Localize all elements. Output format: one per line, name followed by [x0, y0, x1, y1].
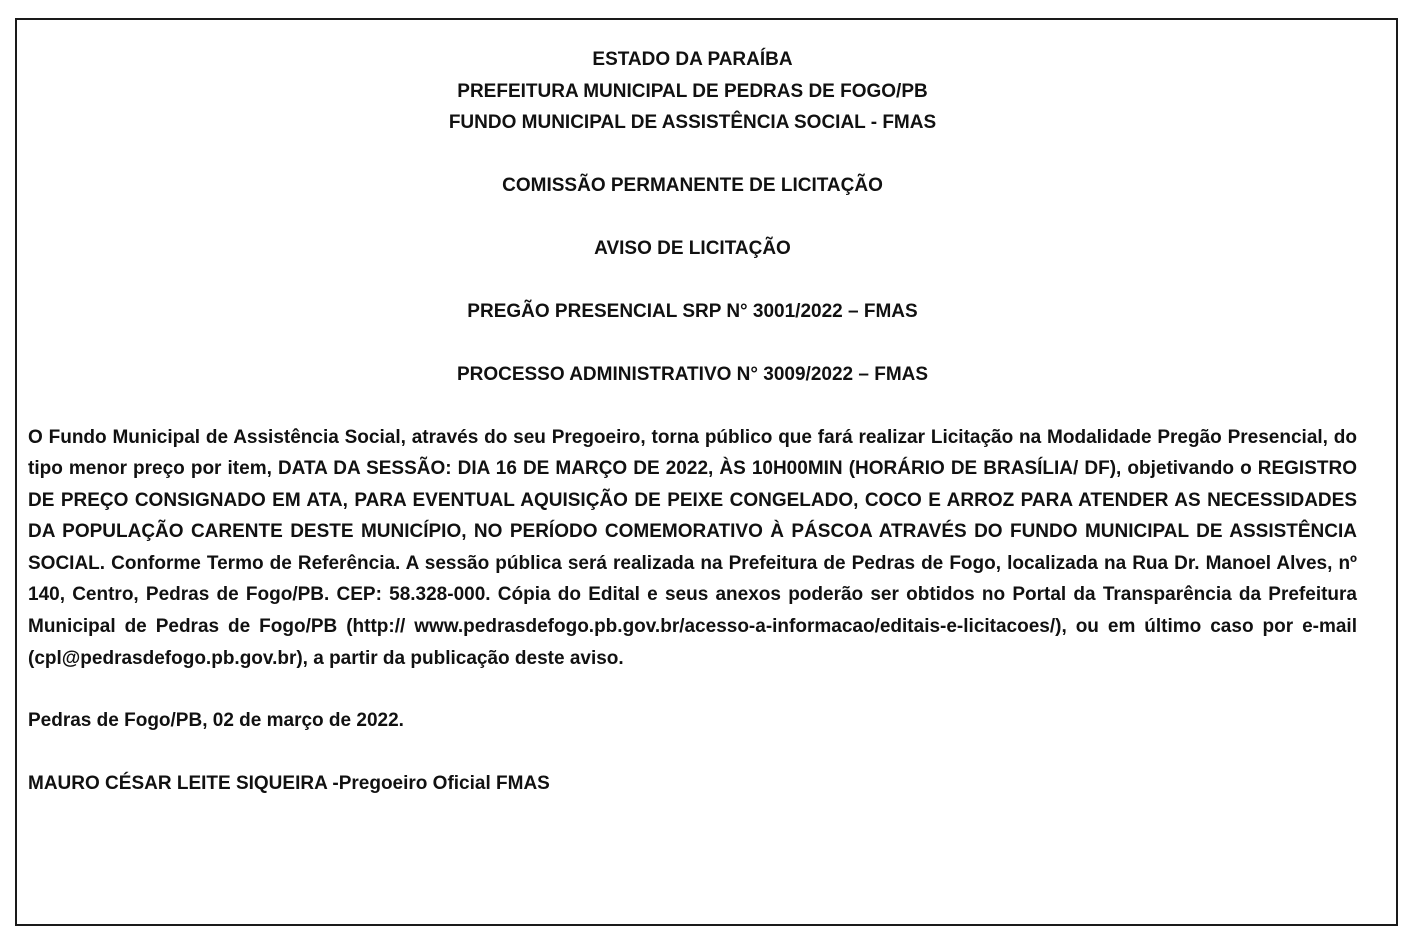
processo-number: PROCESSO ADMINISTRATIVO N° 3009/2022 – FMAS	[456, 364, 929, 385]
pregao-number: PREGÃO PRESENCIAL SRP N° 3001/2022 – FMAS	[467, 301, 918, 322]
header-fund: FUNDO MUNICIPAL DE ASSISTÊNCIA SOCIAL - FMAS	[448, 112, 937, 133]
notice-content	[28, 44, 1357, 799]
signature: MAURO CÉSAR LEITE SIQUEIRA -Pregoeiro Oficial FMAS	[28, 772, 550, 794]
date-line: Pedras de Fogo/PB, 02 de março de 2022.	[28, 710, 404, 732]
notice-title: AVISO DE LICITAÇÃO	[594, 238, 791, 259]
header-prefecture: PREFEITURA MUNICIPAL DE PEDRAS DE FOGO/PB	[457, 80, 928, 102]
notice-body: O Fundo Municipal de Assistência Social, através do seu Pregoeiro, torna público que fará realizar Licitação na Modalidade Pregão Presencial, do tipo menor preço por item, DATA DA SESSÃO: DIA 16 DE MARÇO DE 2022, ÀS 10H00MIN (HORÁRIO DE BRASÍLIA/ DF), objetivando o REGISTRO DE PREÇO CONSIGNADO EM ATA, PARA EVENTUAL AQUISIÇÃO DE PEIXE CONGELADO, COCO E ARROZ PARA ATENDER AS NECESSIDADES DA POPULAÇÃO CARENTE DESTE MUNICÍPIO, NO PERÍODO COMEMORATIVO À PÁSCOA ATRAVÉS DO FUNDO MUNICIPAL DE ASSISTÊNCIA SOCIAL. Conforme Termo de Referência. A sessão pública será realizada na Prefeitura de Pedras de Fogo, localizada na Rua Dr. Manoel Alves, nº 140, Centro, Pedras de Fogo/PB. CEP: 58.328-000. Cópia do Edital e seus anexos poderão ser obtidos no Portal da Transparência da Prefeitura Municipal de Pedras de Fogo/PB (http:// www.pedrasdefogo.pb.gov.br/acesso-a-informacao/editais-e-licitacoes/), ou em último caso por e-mail (cpl@pedrasdefogo.pb.gov.br), a partir da publicação deste aviso.	[28, 426, 1357, 669]
commission-title: COMISSÃO PERMANENTE DE LICITAÇÃO	[502, 175, 883, 196]
header-state: ESTADO DA PARAÍBA	[592, 49, 793, 70]
